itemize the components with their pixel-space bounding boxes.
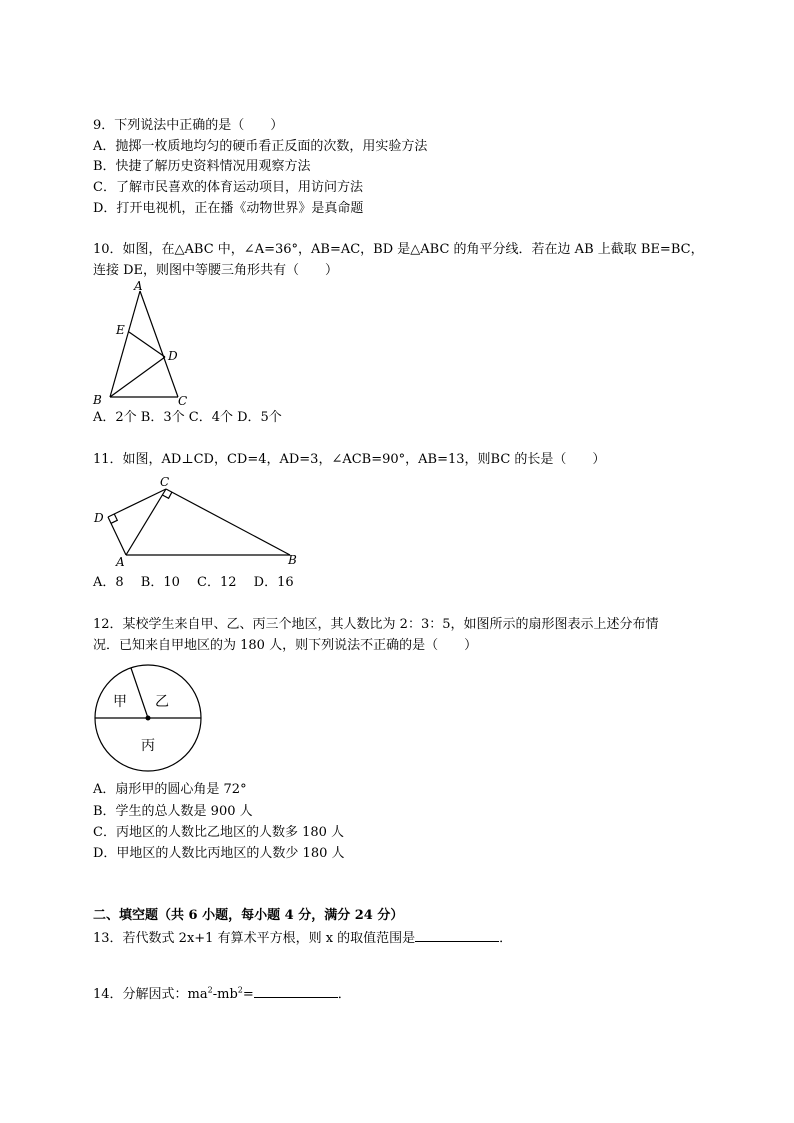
q12-option-d: D．甲地区的人数比丙地区的人数少 180 人 [93,846,345,861]
q13-tail: ． [499,931,513,946]
q14 [93,985,351,1003]
side-ab [110,291,140,397]
label-c: C [160,475,170,489]
pie-label-bing: 丙 [141,738,155,754]
q14-eq: = [242,987,254,1002]
q12-stem-line2: 况．已知来自甲地区的为 180 人，则下列说法不正确的是（ ） [93,638,478,653]
segment-da [108,517,126,555]
q13-text: 13．若代数式 2x+1 有算术平方根，则 x 的取值范围是 [93,931,416,946]
label-b: B [288,553,297,567]
q12-option-a: A．扇形甲的圆心角是 72° [93,782,247,797]
label-b: B [93,393,102,407]
q10-options: A．2个 B．3个 C．4个 D．5个 [93,410,282,425]
label-a: A [134,279,143,293]
q10-stem-line1: 10．如图，在△ABC 中，∠A=36°，AB=AC，BD 是△ABC 的角平分线．若在边 AB 上截取 BE=BC， [93,242,704,257]
segment-bd [110,357,165,397]
q9-option-c: C．了解市民喜欢的体育运动项目，用访问方法 [93,180,363,195]
q12-option-b: B．学生的总人数是 900 人 [93,804,253,819]
q11-quadrilateral-figure [88,472,308,570]
label-a: A [116,555,125,569]
segment-cb [166,489,290,555]
q10-stem-line2: 连接 DE，则图中等腰三角形共有（ ） [93,263,339,278]
q9-option-a: A．抛掷一枚质地均匀的硬币看正反面的次数，用实验方法 [93,139,428,154]
q12-option-c: C．丙地区的人数比乙地区的人数多 180 人 [93,825,345,840]
pie-divider-radius [131,668,148,718]
q14-sup1: 2 [207,985,213,995]
label-e: E [116,323,125,337]
pie-label-yi: 乙 [155,694,169,710]
q9-option-b: B．快捷了解历史资料情况用观察方法 [93,159,311,174]
section2-heading: 二、填空题（共 6 小题，每小题 4 分，满分 24 分） [93,908,404,923]
q9-stem: 9．下列说法中正确的是（ ） [93,118,284,133]
q12-stem-line1: 12．某校学生来自甲、乙、丙三个地区，其人数比为 2：3：5，如图所示的扇形图表示上述分布情 [93,617,659,632]
q12-pie-chart [92,664,206,776]
q11-options: A．8 B．10 C．12 D．16 [93,575,294,590]
q13 [93,929,512,947]
pie-label-jia: 甲 [113,694,127,710]
pie-center-point [146,716,151,721]
label-c: C [178,394,188,408]
q10-triangle-figure [88,278,208,410]
label-d: D [94,511,104,525]
label-d: D [168,349,178,363]
q13-answer-blank[interactable] [415,929,499,942]
q14-sup2: 2 [237,985,243,995]
q9-option-d: D．打开电视机，正在播《动物世界》是真命题 [93,201,364,216]
q14-answer-blank[interactable] [254,985,338,998]
q14-tail: ． [337,987,351,1002]
q14-mid: -mb [212,987,238,1002]
q14-prefix: 14．分解因式：ma [93,987,208,1002]
q11-stem: 11．如图，AD⊥CD，CD=4，AD=3，∠ACB=90°，AB=13，则BC 的长是（ ） [93,452,606,467]
